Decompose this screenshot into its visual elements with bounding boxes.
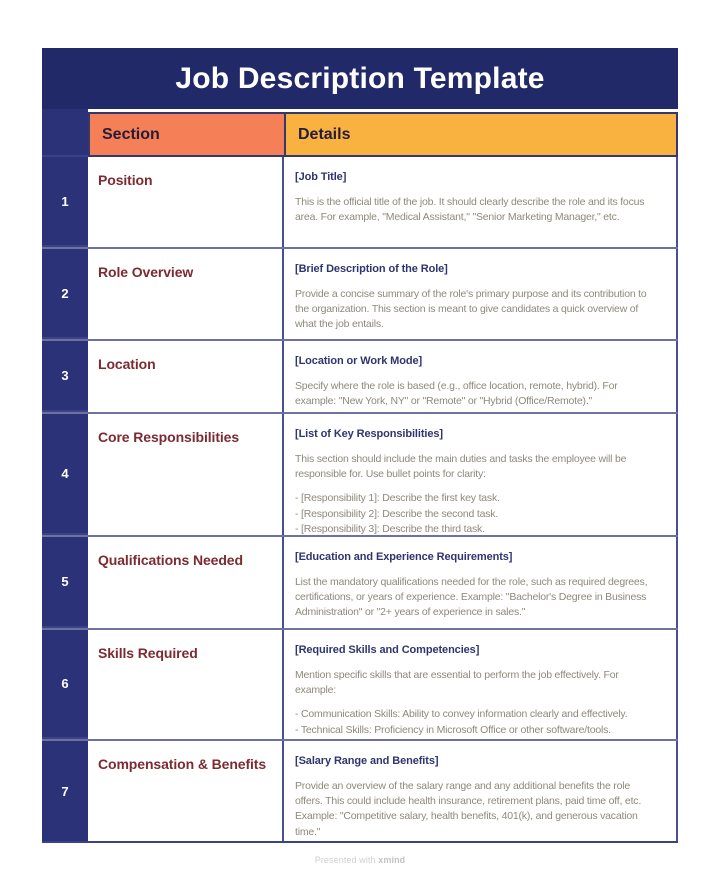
table-row xyxy=(42,341,678,414)
table-row xyxy=(42,157,678,249)
detail-heading: [Job Title] xyxy=(295,171,347,183)
title-banner xyxy=(42,48,678,109)
detail-heading: [List of Key Responsibilities] xyxy=(295,428,443,440)
table-row xyxy=(42,414,678,537)
detail-paragraphs xyxy=(295,779,660,840)
detail-heading: [Education and Experience Requirements] xyxy=(295,551,513,563)
detail-heading: [Salary Range and Benefits] xyxy=(295,755,439,767)
row-number: 4 xyxy=(42,414,88,535)
details-cell xyxy=(284,537,678,628)
detail-paragraph: This is the official title of the job. It should clearly describe the role and its focus area. For example, "Medical Assistant," "Senior Marketing Manager," etc. xyxy=(295,195,645,224)
detail-paragraph: Specify where the role is based (e.g., office location, remote, hybrid). For example: "New York, NY" or "Remote" or "Hybrid (Office/Remote)." xyxy=(295,379,618,408)
detail-bullet-line: - Technical Skills: Proficiency in Microsoft Office or other software/tools. xyxy=(295,723,611,736)
details-cell xyxy=(284,249,678,339)
detail-bullet-line: - Communication Skills: Ability to convey information clearly and effectively. xyxy=(295,708,628,721)
column-header-details-label: Details xyxy=(298,125,351,143)
details-cell xyxy=(284,157,678,247)
page-title: Job Description Template xyxy=(175,61,545,95)
footer-credit xyxy=(0,855,720,865)
table-row xyxy=(42,537,678,630)
row-number: 3 xyxy=(42,341,88,412)
detail-paragraph: This section should include the main duties and tasks the employee will be responsible for. Use bullet points for clarity: xyxy=(295,452,627,481)
detail-heading: [Location or Work Mode] xyxy=(295,355,423,367)
detail-paragraphs xyxy=(295,452,660,482)
detail-paragraphs xyxy=(295,668,660,698)
row-number: 6 xyxy=(42,630,88,739)
footer-brand: xmind xyxy=(378,855,406,865)
job-description-table xyxy=(42,109,678,843)
detail-paragraphs xyxy=(295,287,660,333)
details-cell xyxy=(284,630,678,739)
detail-heading: [Required Skills and Competencies] xyxy=(295,644,480,656)
table-row xyxy=(42,741,678,843)
details-cell xyxy=(284,741,678,841)
detail-heading: [Brief Description of the Role] xyxy=(295,263,448,275)
column-header-details xyxy=(284,112,678,157)
detail-bullets xyxy=(295,707,660,737)
detail-paragraphs xyxy=(295,379,660,409)
detail-paragraph: Provide a concise summary of the role's primary purpose and its contribution to the organization. This section is meant to give candidates a quick overview of what the job entails. xyxy=(295,287,647,331)
section-label: Skills Required xyxy=(88,630,284,739)
section-label: Compensation & Benefits xyxy=(88,741,284,841)
row-number: 2 xyxy=(42,249,88,339)
details-cell xyxy=(284,341,678,412)
section-label: Location xyxy=(88,341,284,412)
section-label: Role Overview xyxy=(88,249,284,339)
detail-bullet-line: - [Responsibility 1]: Describe the first key task. xyxy=(295,492,500,505)
table-row xyxy=(42,630,678,741)
row-number: 5 xyxy=(42,537,88,628)
section-label: Position xyxy=(88,157,284,247)
table-header-row xyxy=(42,109,678,157)
detail-paragraph: Mention specific skills that are essential to perform the job effectively. For example: xyxy=(295,668,619,697)
row-number: 1 xyxy=(42,157,88,247)
row-number-spacer xyxy=(42,109,88,157)
detail-paragraphs xyxy=(295,575,660,621)
section-label: Qualifications Needed xyxy=(88,537,284,628)
column-header-section-label: Section xyxy=(102,125,160,143)
detail-paragraphs xyxy=(295,195,660,225)
detail-bullet-line: - [Responsibility 3]: Describe the third task. xyxy=(295,522,485,535)
detail-bullets xyxy=(295,491,660,537)
column-header-section xyxy=(88,112,284,157)
detail-bullet-line: - [Responsibility 2]: Describe the second task. xyxy=(295,507,499,520)
section-label: Core Responsibilities xyxy=(88,414,284,535)
detail-paragraph: Provide an overview of the salary range and any additional benefits the role offers. This could include health insurance, retirement plans, paid time off, etc. Example: "Competitive salary, health benefits, 401(k), and generous vacation time." xyxy=(295,779,642,838)
table-row xyxy=(42,249,678,341)
row-number: 7 xyxy=(42,741,88,841)
footer-credit-prefix: Presented with xyxy=(314,855,376,865)
detail-paragraph: List the mandatory qualifications needed for the role, such as required degrees, certifications, or years of experience. Example: "Bachelor's Degree in Business Administration" or "2+ years of experience in sales." xyxy=(295,575,648,619)
details-cell xyxy=(284,414,678,535)
